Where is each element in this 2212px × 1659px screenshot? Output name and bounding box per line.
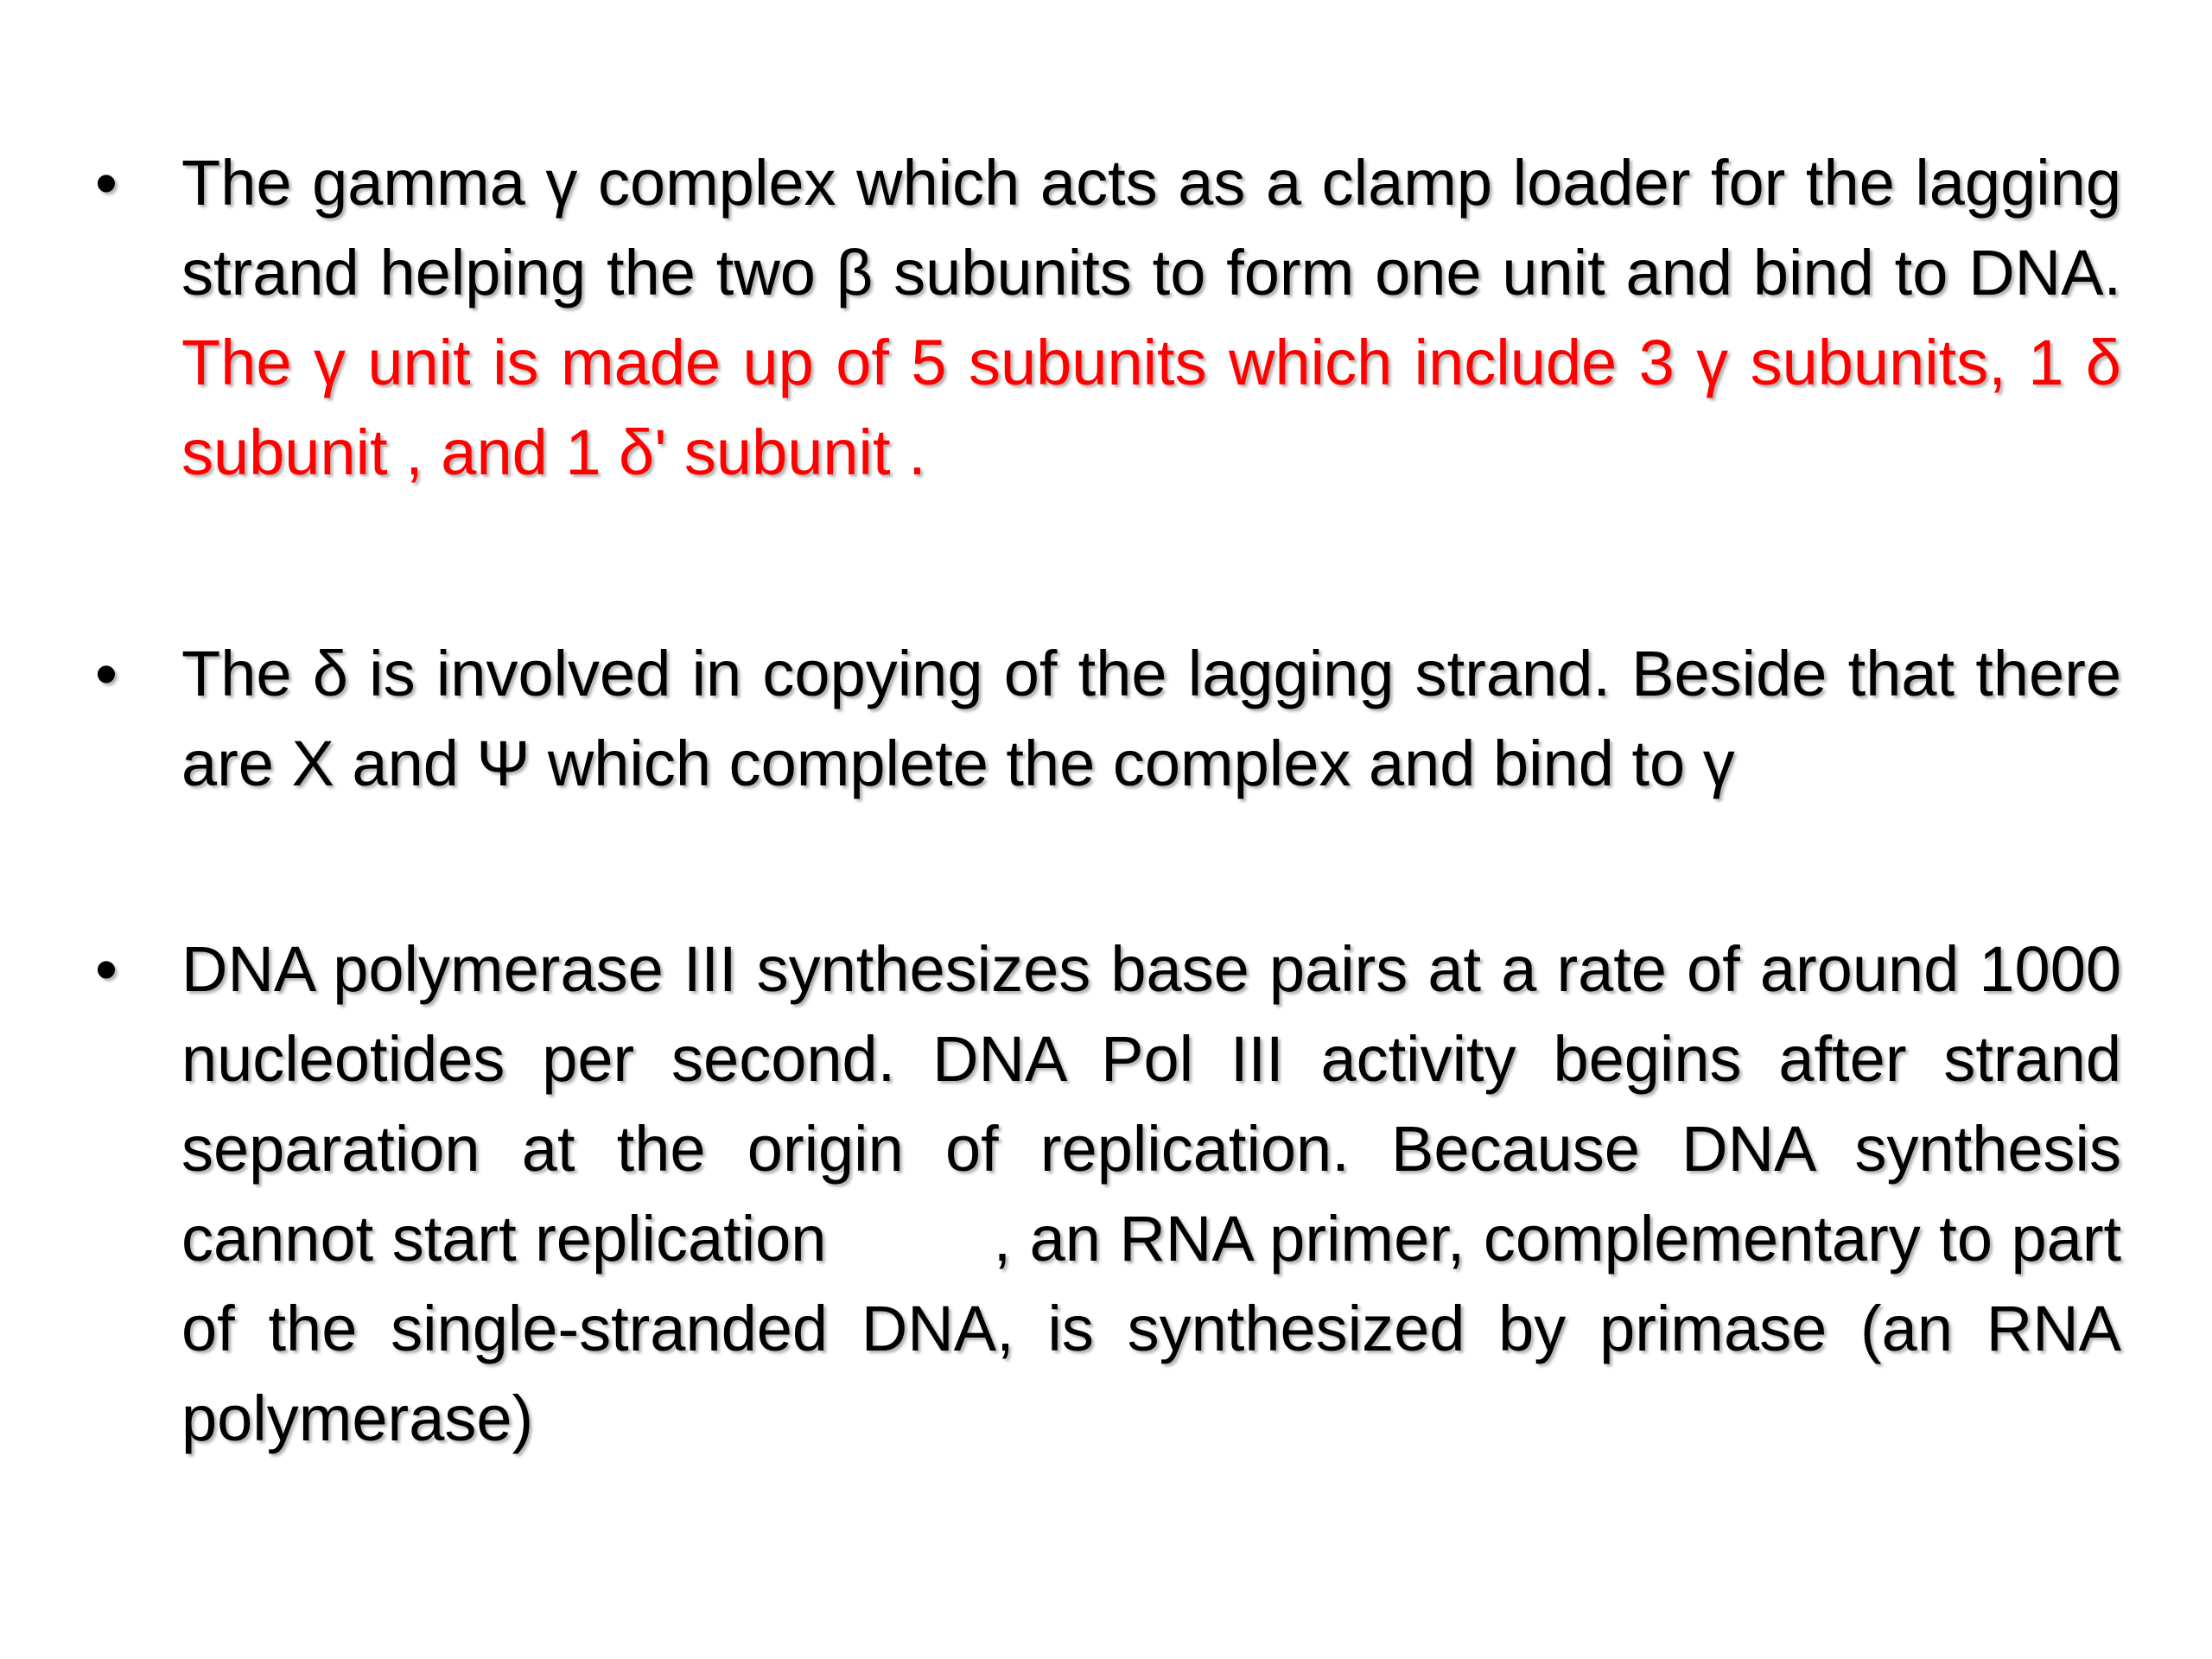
highlighted-text: The γ unit is made up of 5 subunits which include 3 γ subunits, 1 δ subunit , and 1 δ' subunit .	[181, 327, 2121, 488]
bullet-item-polymerase	[95, 925, 2121, 1464]
bullet-icon: •	[95, 933, 118, 1005]
bullet-icon: •	[95, 638, 118, 709]
bullet-item-delta	[95, 629, 2121, 809]
bullet-text: The δ is involved in copying of the lagging strand. Beside that there are X and Ψ which complete the complex and bind to γ	[181, 638, 2121, 799]
bullet-text: The gamma γ complex which acts as a clamp loader for the lagging strand helping the two β subunits to form one unit and bind to DNA.	[181, 147, 2121, 308]
bullet-icon: •	[95, 147, 118, 219]
bullet-list	[95, 138, 2121, 1464]
bullet-item-gamma-complex	[95, 138, 2121, 498]
bullet-text-continued: , an RNA primer, complementary to part of the single-stranded DNA, is synthesized by primase (an RNA polymerase)	[181, 1203, 2122, 1454]
bullet-text: DNA polymerase III synthesizes base pairs at a rate of around 1000 nucleotides per second. DNA Pol III activity begins after strand separation at the origin of replication. Because DNA synthesis cannot start replication	[181, 933, 2121, 1274]
